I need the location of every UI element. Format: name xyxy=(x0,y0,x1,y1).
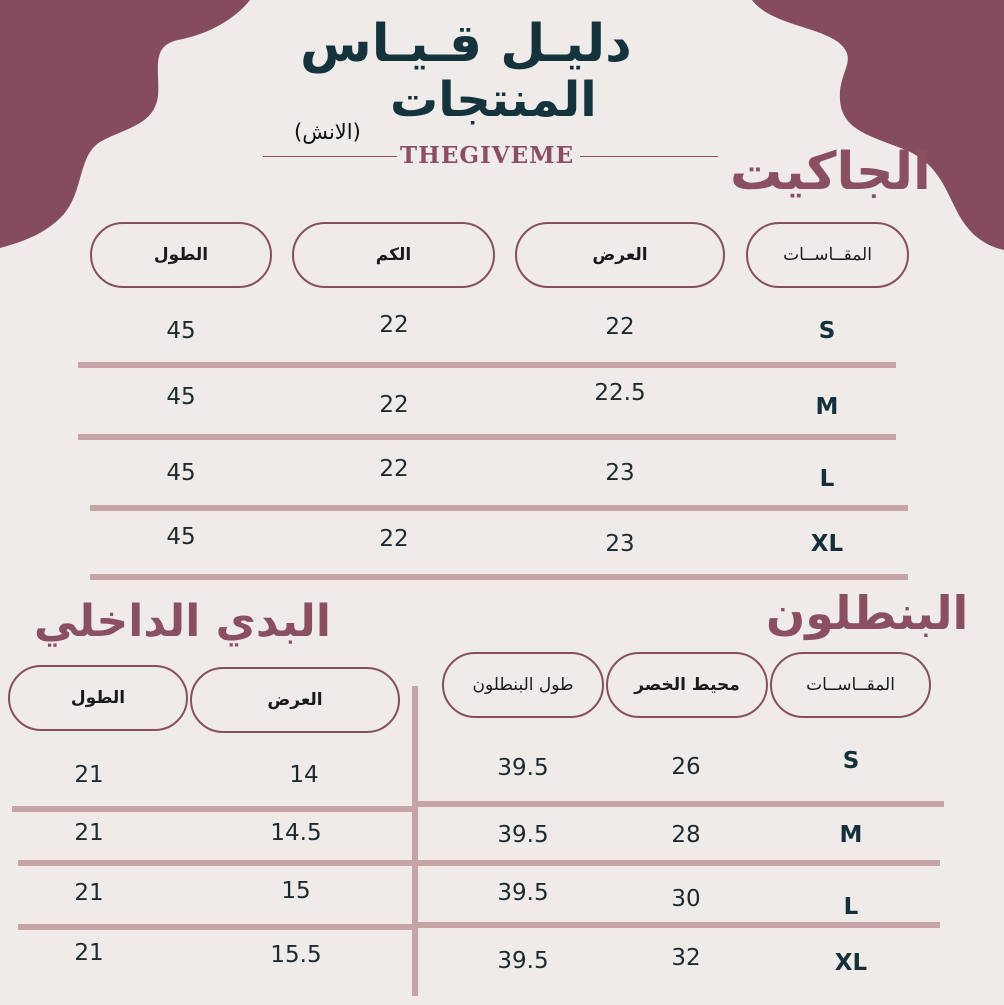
jacket-length-cell: 45 xyxy=(166,524,196,550)
jacket-size-cell: M xyxy=(815,394,839,420)
brand-logo: THEGIVEME xyxy=(400,142,575,169)
top-width-cell: 15 xyxy=(281,878,311,904)
pants-size-cell: XL xyxy=(834,950,868,976)
pants-header-sizes: المقــاســات xyxy=(770,652,931,718)
jacket-size-cell: XL xyxy=(810,531,844,557)
pants-header-waist: محيط الخصر xyxy=(606,652,768,718)
jacket-row-divider xyxy=(90,574,908,580)
tables-vertical-divider xyxy=(412,686,418,996)
jacket-row-divider xyxy=(78,362,896,368)
jacket-sleeve-cell: 22 xyxy=(379,312,409,338)
corner-decoration-left xyxy=(0,0,260,250)
pants-length-cell: 39.5 xyxy=(497,822,549,848)
top-header-length: الطول xyxy=(8,665,188,731)
jacket-header-width: العرض xyxy=(515,222,725,288)
pants-waist-cell: 32 xyxy=(671,945,701,971)
top-heading: البدي الداخلي xyxy=(34,596,331,647)
pants-row-divider xyxy=(418,922,940,928)
top-width-cell: 14.5 xyxy=(270,820,322,846)
top-header-width: العرض xyxy=(190,667,400,733)
jacket-size-cell: S xyxy=(818,318,836,344)
jacket-size-cell: L xyxy=(819,466,835,492)
brand-divider-left xyxy=(263,156,397,157)
jacket-header-length: الطول xyxy=(90,222,272,288)
pants-size-cell: M xyxy=(839,822,863,848)
page-title-line2: المنتجات xyxy=(390,72,597,128)
top-length-cell: 21 xyxy=(74,880,104,906)
pants-length-cell: 39.5 xyxy=(497,880,549,906)
jacket-sleeve-cell: 22 xyxy=(379,392,409,418)
jacket-width-cell: 22.5 xyxy=(594,380,646,406)
jacket-sleeve-cell: 22 xyxy=(379,526,409,552)
page-title-line1: دليـل قـيـاس xyxy=(300,14,632,74)
pants-row-divider xyxy=(418,860,940,866)
pants-waist-cell: 28 xyxy=(671,822,701,848)
jacket-width-cell: 22 xyxy=(605,314,635,340)
pants-size-cell: L xyxy=(843,894,859,920)
pants-size-cell: S xyxy=(842,748,860,774)
top-length-cell: 21 xyxy=(74,820,104,846)
jacket-heading: الجاكيت xyxy=(730,142,931,202)
jacket-row-divider xyxy=(78,434,896,440)
top-length-cell: 21 xyxy=(74,940,104,966)
pants-header-length: طول البنطلون xyxy=(442,652,604,718)
corner-decoration-right xyxy=(746,0,1004,250)
top-row-divider xyxy=(12,806,414,812)
pants-row-divider xyxy=(418,801,944,807)
top-row-divider xyxy=(18,924,414,930)
jacket-row-divider xyxy=(90,505,908,511)
jacket-sleeve-cell: 22 xyxy=(379,456,409,482)
pants-length-cell: 39.5 xyxy=(497,948,549,974)
top-length-cell: 21 xyxy=(74,762,104,788)
pants-waist-cell: 26 xyxy=(671,754,701,780)
pants-waist-cell: 30 xyxy=(671,886,701,912)
jacket-header-sleeve: الكم xyxy=(292,222,495,288)
top-row-divider xyxy=(18,860,414,866)
jacket-length-cell: 45 xyxy=(166,384,196,410)
jacket-width-cell: 23 xyxy=(605,531,635,557)
jacket-width-cell: 23 xyxy=(605,460,635,486)
jacket-length-cell: 45 xyxy=(166,460,196,486)
jacket-header-sizes: المقــاســات xyxy=(746,222,909,288)
brand-divider-right xyxy=(580,156,718,157)
jacket-length-cell: 45 xyxy=(166,318,196,344)
top-width-cell: 14 xyxy=(289,762,319,788)
top-width-cell: 15.5 xyxy=(270,942,322,968)
pants-heading: البنطلون xyxy=(766,586,969,640)
pants-length-cell: 39.5 xyxy=(497,755,549,781)
unit-label: (الانش) xyxy=(294,120,361,144)
